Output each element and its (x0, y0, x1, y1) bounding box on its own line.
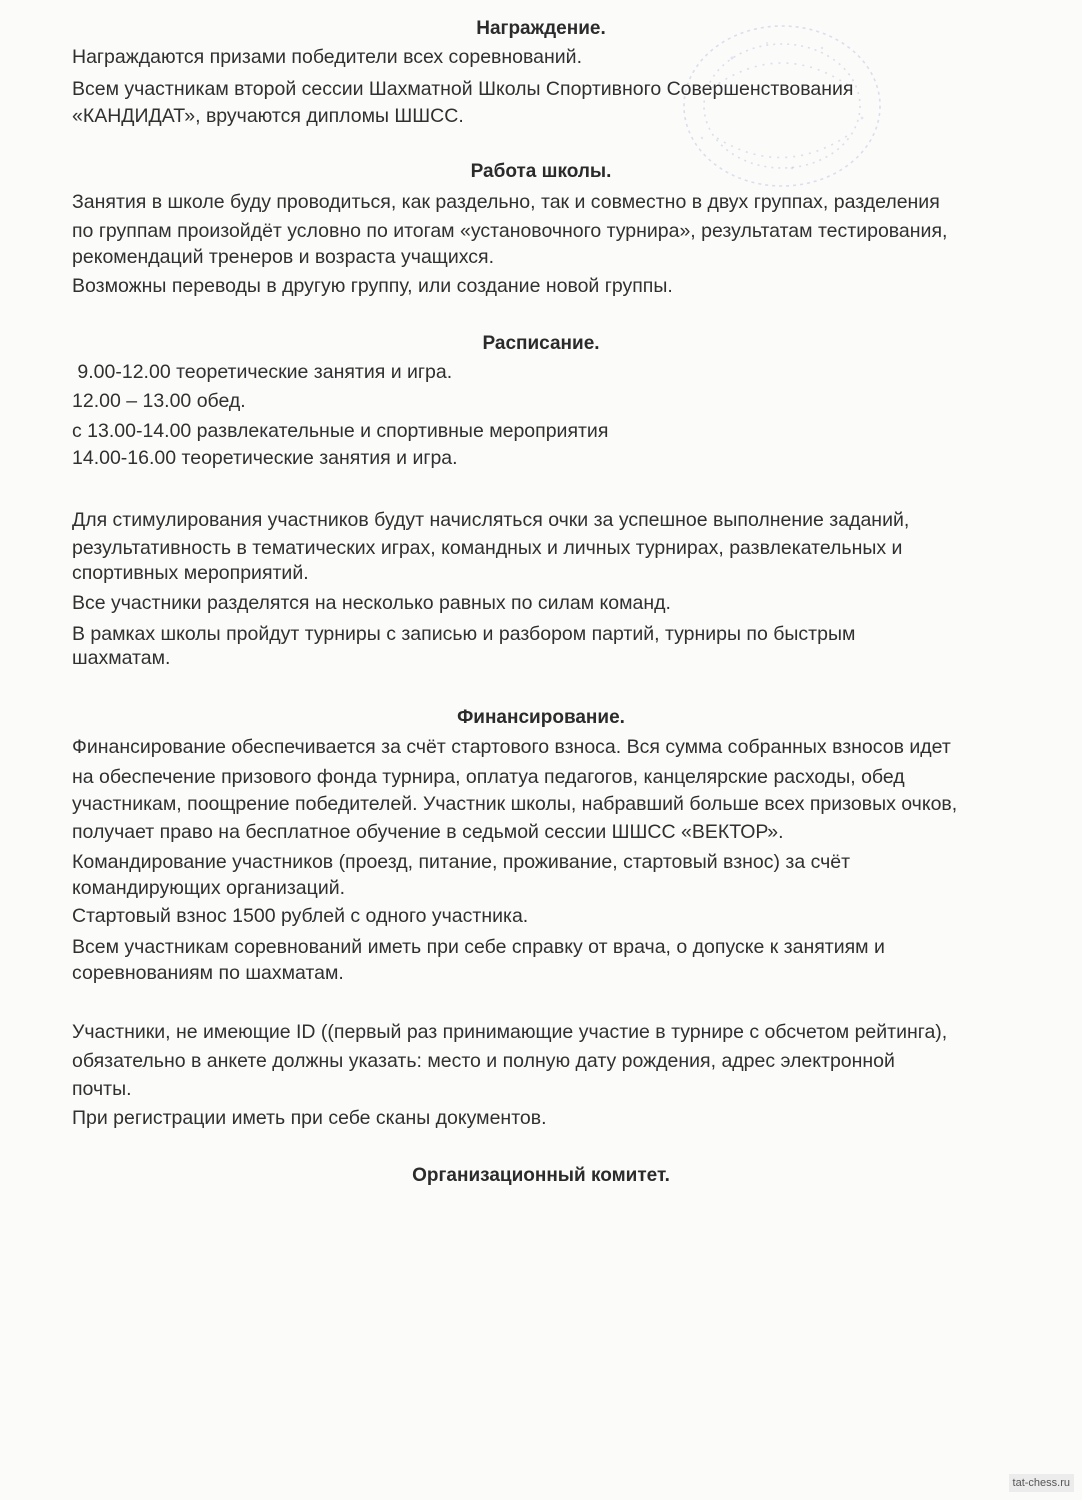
section-title-committee: Организационный комитет. (412, 1165, 670, 1186)
schedule-line: 14.00-16.00 теоретические занятия и игра. (72, 447, 458, 469)
text-line: шахматам. (72, 647, 171, 669)
text-line: почты. (72, 1078, 132, 1100)
text-line: на обеспечение призового фонда турнира, оплатуа педагогов, канцелярские расходы, обед (72, 766, 905, 788)
text-line: «КАНДИДАТ», вручаются дипломы ШШСС. (72, 105, 464, 127)
text-line: Всем участникам соревнований иметь при себе справку от врача, о допуске к занятиям и (72, 936, 885, 958)
schedule-line: 12.00 – 13.00 обед. (72, 390, 246, 412)
text-line: Всем участникам второй сессии Шахматной Школы Спортивного Совершенствования (72, 78, 854, 100)
text-line: Все участники разделятся на несколько равных по силам команд. (72, 592, 671, 614)
text-line: Командирование участников (проезд, питание, проживание, стартовый взнос) за счёт (72, 851, 851, 873)
schedule-line: с 13.00-14.00 развлекательные и спортивные мероприятия (72, 420, 609, 442)
text-line: Стартовый взнос 1500 рублей с одного участника. (72, 905, 529, 927)
text-line: Финансирование обеспечивается за счёт стартового взноса. Вся сумма собранных взносов идет (72, 736, 951, 758)
text-line: Возможны переводы в другую группу, или создание новой группы. (72, 275, 673, 297)
section-title-awards: Награждение. (476, 18, 606, 39)
text-line: При регистрации иметь при себе сканы документов. (72, 1107, 547, 1129)
section-title-schedule: Расписание. (482, 333, 600, 354)
text-line: Для стимулирования участников будут начисляться очки за успешное выполнение заданий, (72, 509, 910, 531)
text-line: результативность в тематических играх, командных и личных турнирах, развлекательных и (72, 537, 903, 559)
section-title-finance: Финансирование. (457, 707, 625, 728)
text-line: командирующих организаций. (72, 877, 346, 899)
text-line: обязательно в анкете должны указать: место и полную дату рождения, адрес электронной (72, 1050, 895, 1072)
schedule-line: 9.00-12.00 теоретические занятия и игра. (72, 361, 453, 383)
text-line: участникам, поощрение победителей. Участник школы, набравший больше всех призовых очков, (72, 793, 958, 815)
text-line: по группам произойдёт условно по итогам «установочного турнира», результатам тестирования, (72, 220, 948, 242)
text-line: Награждаются призами победители всех соревнований. (72, 46, 582, 68)
text-line: рекомендаций тренеров и возраста учащихся. (72, 246, 494, 268)
text-line: Занятия в школе буду проводиться, как раздельно, так и совместно в двух группах, разделения (72, 191, 940, 213)
text-line: Участники, не имеющие ID ((первый раз принимающие участие в турнире с обсчетом рейтинга), (72, 1021, 948, 1043)
text-line: В рамках школы пройдут турниры с записью и разбором партий, турниры по быстрым (72, 623, 856, 645)
section-title-school: Работа школы. (470, 161, 612, 182)
site-watermark: tat-chess.ru (1009, 1474, 1074, 1492)
text-line: соревнованиям по шахматам. (72, 962, 344, 984)
text-line: спортивных мероприятий. (72, 562, 309, 584)
text-line: получает право на бесплатное обучение в седьмой сессии ШШСС «ВЕКТОР». (72, 821, 784, 843)
